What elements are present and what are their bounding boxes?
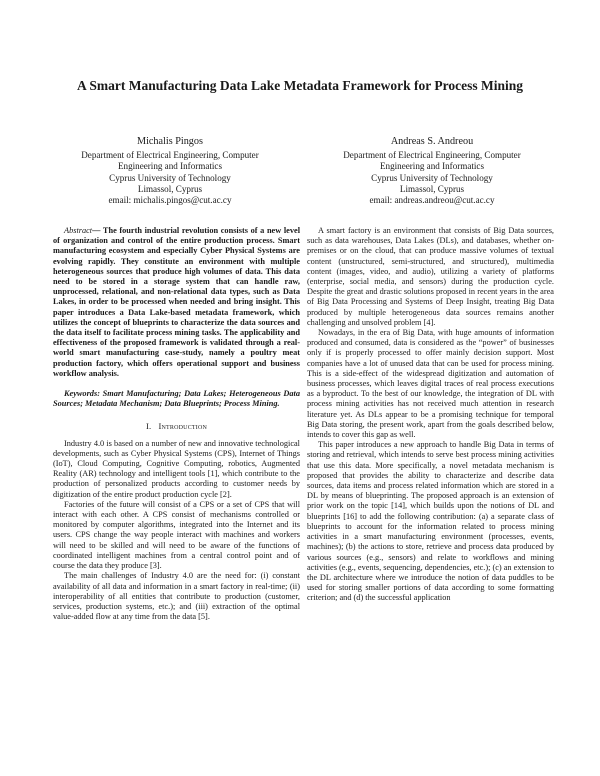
keywords: [53, 389, 300, 409]
body-paragraph: The main challenges of Industry 4.0 are the need for: (i) constant availability of all data and information in a smart factory in real-time; (ii) interoperability of all entities that contribute to production (customer, services, production systems, etc.); and (iii) extraction of the optimal value-added flow at any time from the data [5].: [53, 571, 300, 622]
section-number: I.: [145, 421, 152, 432]
body-paragraph: This paper introduces a new approach to handle Big Data in terms of storing and retrieval, which intends to serve best process mining activities that use this data. More specifically, a novel metadata mechanism is proposed that provides the ability to characterize and describe data sources, data items and process related information which are stored in a DL by means of blueprinting. The proposed approach is an extension of prior work on the topic [14], which builds upon the notions of DL and blueprints [16] to add the following contribution: (a) a separate class of blueprints to account for the information related to process mining activities in a smart manufacturing environment (processes, events, machines); (b) the actions to store, retrieve and process data produced by various sources (e.g., sensors) and relate to workflows and mining activities (e.g., events, sequencing, dependencies, etc.); (c) an extension to the DL architecture where we introduce the notion of data puddles to be used for storing smaller portions of data according to some formatting criterion; and (d) the successful application: [307, 440, 554, 603]
section-heading: [53, 421, 300, 431]
abstract: [53, 226, 300, 379]
author-city: Limassol, Cyprus: [399, 183, 465, 194]
abstract-text: — The fourth industrial revolution consists of a new level of organization and control of the entire production process. Smart manufacturing ecosystem and especially Cyber Physical Systems are evolving rapidly. They constitute an environment with multiple heterogeneous sources that produce high volumes of data. This data need to be stored in a storage system that can handle raw, unprocessed, relational, and non-relational data types, such as Data Lakes, in order to be processed when needed and bring insight. This paper introduces a Data Lake-based metadata framework, which utilizes the concept of blueprints to characterize the data sources and the data itself to facilitate process mining tasks. The applicability and effectiveness of the proposed framework is validated through a real-world smart manufacturing case-study, namely a poultry meat production factory, which offers operational support and business workflow analysis.: [53, 226, 300, 378]
author-department: Department of Electrical Engineering, Computer: [81, 150, 259, 161]
body-paragraph: A smart factory is an environment that consists of Big Data sources, such as data warehouses, Data Lakes (DLs), and databases, whether on-premises or on the cloud, that can produce massive volumes of textual content (unstructured, semi-structured, and structured), multimedia content (images, video, and audio), utilizing a variety of platforms (enterprise, social media, and sensors) during the production cycle. Despite the great and drastic solutions proposed in recent years in the area of Big Data Processing and Systems of Deep Insight, treating Big Data produced by multiple heterogeneous data sources remains another challenging and unsolved problem [4].: [307, 226, 554, 327]
author-email: email: andreas.andreou@cut.ac.cy: [369, 195, 495, 206]
author-email: email: michalis.pingos@cut.ac.cy: [108, 195, 232, 206]
author-name: Michalis Pingos: [137, 136, 203, 147]
author-city: Limassol, Cyprus: [137, 183, 203, 194]
author-department: Engineering and Informatics: [117, 161, 223, 172]
author-block-1: [50, 136, 290, 206]
author-university: Cyprus University of Technology: [371, 172, 493, 183]
left-column: [53, 226, 300, 622]
paper-title: A Smart Manufacturing Data Lake Metadata Framework for Process Mining: [76, 78, 524, 93]
body-paragraph: Nowadays, in the era of Big Data, with huge amounts of information produced and consumed, data is considered as the “power” of businesses only if is properly processed to offer mainly decision support. Most companies have a lot of unused data that can be used for process mining. This is a side-effect of the widespread digitization and automation of business processes, which leaves digital traces of real process executions as a byproduct. To the best of our knowledge, the integration of DL with process mining activities has not received much attention in research literature yet. As DLs appear to be a promising technique for temporal Big Data storing, the present work, apart from the goals described below, intends to cover this gap as well.: [307, 328, 554, 440]
right-column: [307, 226, 554, 604]
section-title: Introduction: [158, 421, 208, 432]
abstract-label: Abstract: [64, 226, 93, 235]
body-paragraph: Factories of the future will consist of a CPS or a set of CPS that will interact with each other. A CPS consist of mechanisms controlled or monitored by computer algorithms, integrated into the Internet and its users. CPS change the way people interact with machines and workers will need to be skilled and will need to be aware of the functions of coordinated intelligent machines from a central control point and of course the data they produce [3].: [53, 499, 300, 571]
author-name: Andreas S. Andreou: [390, 136, 474, 147]
author-department: Department of Electrical Engineering, Computer: [343, 150, 521, 161]
author-block-2: [312, 136, 552, 206]
keywords-label: Keywords:: [64, 389, 100, 399]
body-paragraph: Industry 4.0 is based on a number of new and innovative technological developments, such as Cyber Physical Systems (CPS), Internet of Things (IoT), Cloud Computing, Cognitive Computing, robotics, Augmented Reality (AR) technology and intelligent tools [1], which contribute to the production of personalized products according to customer needs by digitization of the entire product production cycle [2].: [53, 438, 300, 499]
keywords-text: Smart Manufacturing; Data Lakes; Heterogeneous Data Sources; Metadata Mechanism; Data Blueprints; Process Mining.: [53, 389, 300, 409]
author-university: Cyprus University of Technology: [109, 172, 231, 183]
author-department: Engineering and Informatics: [379, 161, 485, 172]
